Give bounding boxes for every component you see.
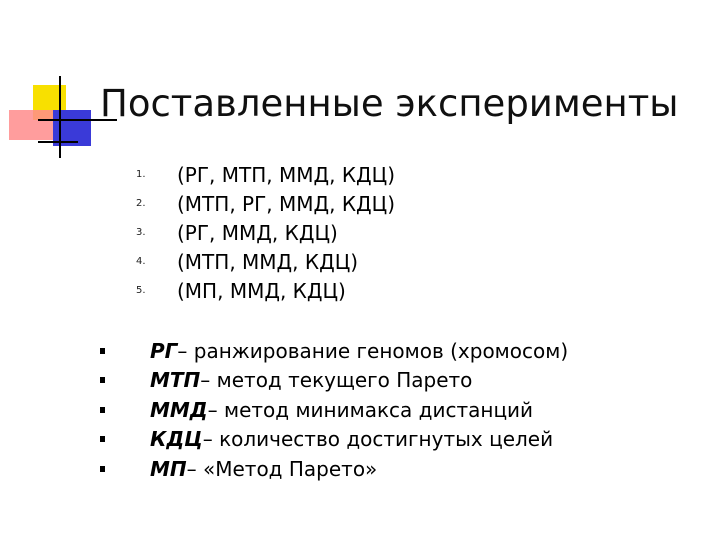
bullet-icon	[100, 436, 105, 442]
item-text: (РГ, ММД, КДЦ)	[177, 220, 338, 245]
item-text: (МП, ММД, КДЦ)	[177, 278, 346, 303]
list-item	[100, 425, 568, 455]
definition-term: МТП	[150, 368, 201, 393]
item-number: 5.	[136, 285, 146, 296]
item-number: 1.	[136, 169, 146, 180]
slide-title: Поставленные эксперименты	[100, 82, 679, 125]
list-item	[128, 218, 395, 247]
definitions-list	[100, 336, 568, 484]
list-item	[128, 189, 395, 218]
item-number: 3.	[136, 227, 146, 238]
definition-text: – количество достигнутых целей	[202, 427, 554, 452]
bullet-icon	[100, 466, 105, 472]
definition-text: – метод текущего Парето	[200, 368, 473, 393]
item-text: (МТП, ММД, КДЦ)	[177, 249, 359, 274]
list-item	[100, 454, 568, 484]
definition-text: – «Метод Парето»	[186, 456, 378, 481]
definition-term: МП	[150, 456, 187, 481]
item-text: (МТП, РГ, ММД, КДЦ)	[177, 191, 396, 216]
item-text: (РГ, МТП, ММД, КДЦ)	[177, 162, 396, 187]
definition-text: – метод минимакса дистанций	[207, 397, 534, 422]
list-item	[100, 395, 568, 425]
definition-term: РГ	[150, 338, 178, 363]
list-item	[128, 160, 395, 189]
logo-vertical-line	[59, 76, 61, 158]
item-number: 2.	[136, 198, 146, 209]
definition-text: – ранжирование геномов (хромосом)	[177, 338, 569, 363]
logo-red-square	[9, 110, 56, 140]
definition-term: КДЦ	[150, 427, 203, 452]
item-number: 4.	[136, 256, 146, 267]
bullet-icon	[100, 407, 105, 413]
list-item	[100, 366, 568, 396]
list-item	[100, 336, 568, 366]
list-item	[128, 276, 395, 305]
definition-term: ММД	[150, 397, 208, 422]
list-item	[128, 247, 395, 276]
experiments-list	[128, 160, 395, 305]
bullet-icon	[100, 377, 105, 383]
bullet-icon	[100, 348, 105, 354]
logo-horizontal-line	[38, 141, 78, 143]
